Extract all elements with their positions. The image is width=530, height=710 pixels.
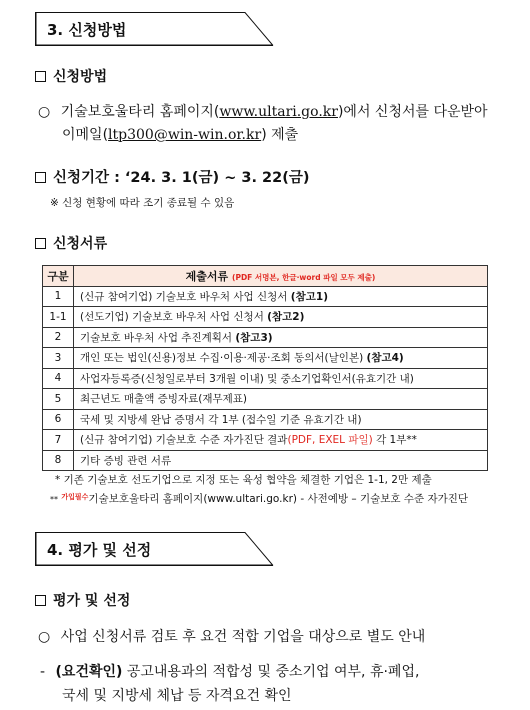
evaluation-heading: 평가 및 선정 [35,590,130,610]
email-link[interactable]: ltp300@win-win.or.kr [108,127,262,143]
section-3-title-box [35,12,273,46]
apply-method-heading: 신청방법 [35,66,107,86]
row-document: 개인 또는 법인(신용)정보 수집·이용·제공·조회 동의서(날인본) (참고4) [74,348,488,369]
file-format-note: (PDF, EXEL 파일) [287,434,373,447]
checkbox-square-icon [35,595,46,606]
row-number: 1-1 [43,307,74,328]
checkbox-square-icon [35,71,46,82]
apply-method-line1 [38,101,488,121]
row-number: 3 [43,348,74,369]
row-document: 기타 증빙 관련 서류 [74,450,488,471]
checkbox-square-icon [35,172,46,183]
row-number: 5 [43,389,74,410]
row-number: 2 [43,327,74,348]
evaluation-line2: - (요건확인) 공고내용과의 적합성 및 중소기업 여부, 휴·폐업, [40,664,420,680]
table-row [43,348,488,369]
footnote-2: ** $^{가입필수}$기술보호울타리 홈페이지(www.ultari.go.kr) - 사전예방 – 기술보호 수준 자가진단 [50,493,469,505]
row-document: 사업자등록증(신청일로부터 3개월 이내) 및 중소기업확인서(유효기간 내) [74,368,488,389]
footnote-1: * 기존 기술보호 선도기업으로 지정 또는 육성 협약을 체결한 기업은 1-1, 2만 제출 [55,474,432,486]
table-row [43,389,488,410]
row-number: 1 [43,286,74,307]
section-3-title: 3. 신청방법 [47,21,127,39]
section-4-title: 4. 평가 및 선정 [47,541,152,559]
row-document: 기술보호 바우처 사업 추진계획서 (참고3) [74,327,488,348]
documents-heading: 신청서류 [35,233,107,253]
evaluation-line1: ○ 사업 신청서류 검토 후 요건 적합 기업을 대상으로 별도 안내 [38,629,426,645]
row-document: (신규 참여기업) 기술보호 수준 자가진단 결과(PDF, EXEL 파일) 각 1부** [74,430,488,451]
table-row [43,409,488,430]
period-note: ※ 신청 현황에 따라 조기 종료될 수 있음 [50,197,235,209]
col-header-note: (PDF 서명본, 한글·word 파일 모두 제출) [232,272,376,282]
row-document: (선도기업) 기술보호 바우처 사업 신청서 (참고2) [74,307,488,328]
circle-bullet: ○ [38,104,51,120]
table-row [43,327,488,348]
documents-table [42,265,488,471]
row-document: (신규 참여기업) 기술보호 바우처 사업 신청서 (참고1) [74,286,488,307]
apply-method-line2: 이메일(ltp300@win-win.or.kr) 제출 [62,127,299,143]
table-row [43,286,488,307]
website-link[interactable]: www.ultari.go.kr [219,104,338,120]
reference-label: (참고2) [267,311,305,324]
col-header-doc: 제출서류 (PDF 서명본, 한글·word 파일 모두 제출) [74,266,488,287]
line1-tail: )에서 신청서를 다운받아 [337,104,488,120]
dash-bullet: - [40,664,46,680]
checkbox-square-icon [35,238,46,249]
row-number: 8 [43,450,74,471]
row-number: 6 [43,409,74,430]
row-document: 국세 및 지방세 완납 증명서 각 1부 (접수일 기준 유효기간 내) [74,409,488,430]
period-heading: 신청기간 : ‘24. 3. 1(금) ~ 3. 22(금) [35,166,310,187]
row-number: 4 [43,368,74,389]
evaluation-line3: 국세 및 지방세 체납 등 자격요건 확인 [62,688,292,704]
table-row [43,307,488,328]
table-row [43,450,488,471]
section-4-title-box [35,532,273,566]
required-badge: 가입필수 [61,493,89,501]
reference-label: (참고3) [235,331,273,344]
table-header-row [43,266,488,287]
row-number: 7 [43,430,74,451]
reference-label: (참고1) [290,290,328,303]
table-row [43,368,488,389]
line1-text: 기술보호울타리 홈페이지( [60,104,220,120]
circle-bullet: ○ [38,629,51,645]
table-row [43,430,488,451]
reference-label: (참고4) [366,352,404,365]
row-document: 최근년도 매출액 증빙자료(재무제표) [74,389,488,410]
col-header-no: 구분 [43,266,74,287]
